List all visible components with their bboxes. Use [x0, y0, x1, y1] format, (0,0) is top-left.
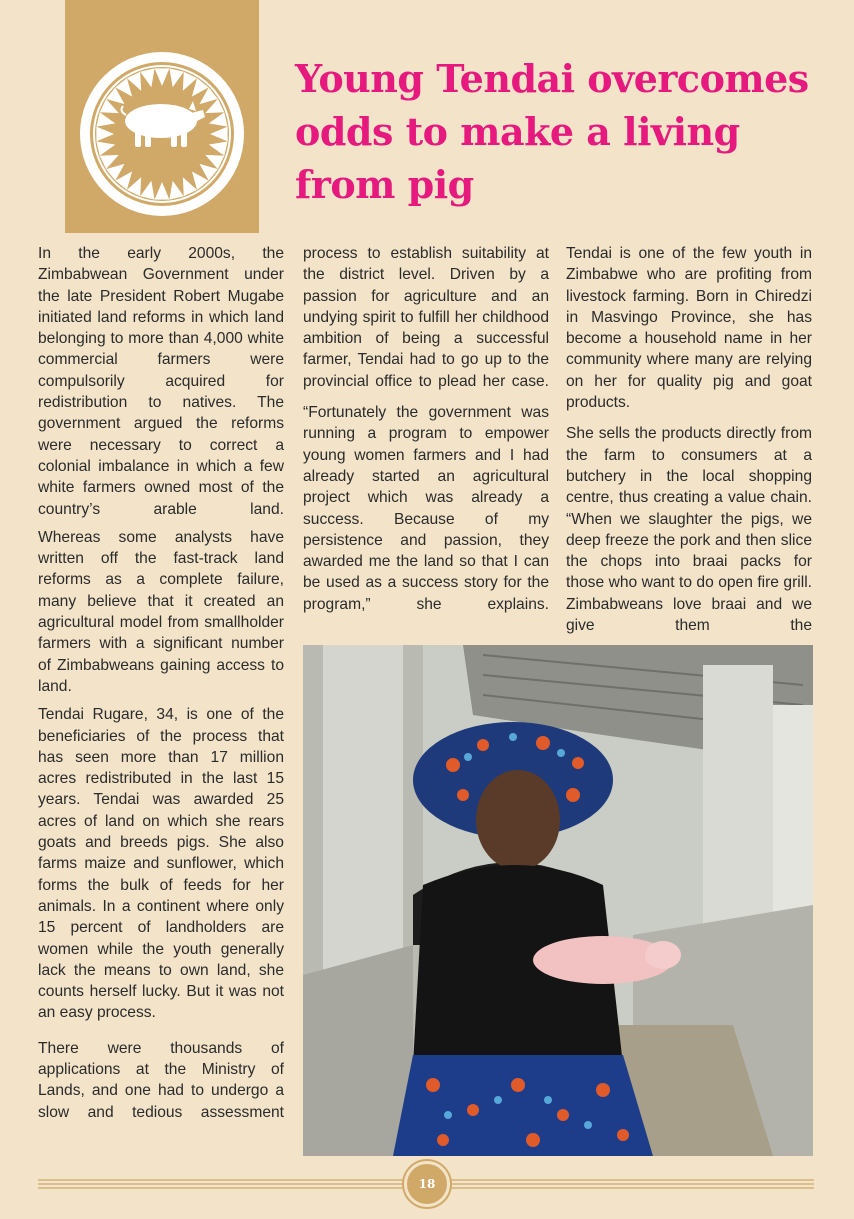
article-title: Young Tendai overcomes odds to make a living from pig — [295, 56, 809, 207]
pig-emblem — [79, 51, 245, 217]
paragraph: Tendai Rugare, 34, is one of the beneficiaries of the process that has seen more than 17 million acres redistributed in the last 15 years. Tendai was awarded 25 acres of land on which she rears goats and breeds pigs. She also farms maize and sunflower, which forms the bulk of feeds for her animals. In a continent where only 15 percent of landholders are women while the youth generally lack the means to own land, she counts herself lucky. But it was not an easy process. — [38, 706, 284, 1022]
photo-woman-holding-piglet — [303, 645, 813, 1156]
page-number: 18 — [404, 1161, 450, 1207]
text-column-3 — [566, 243, 812, 643]
paragraph: “Fortunately the government was running a program to empower young women farmers and I had already started an agricultural project which was already a success. Because of my persistence and passion, they awarded me the land so that I can be used as a success story for the program,” she explains. — [303, 404, 549, 613]
paragraph: Whereas some analysts have written off the fast-track land reforms as a complete failure, many believe that it created an agricultural model from smallholder farmers with a significant number of Zimbabweans gaining access to land. — [38, 528, 284, 695]
text-column-2 — [303, 243, 549, 622]
text-column-1 — [38, 243, 284, 1130]
emblem-block — [65, 0, 259, 233]
paragraph: Tendai is one of the few youth in Zimbabwe who are profiting from livestock farming. Born in Chiredzi in Masvingo Province, she has become a household name in her community where many are relying on her for quality pig and goat products. — [566, 245, 812, 412]
paragraph: In the early 2000s, the Zimbabwean Government under the late President Robert Mugabe initiated land reforms in which land belonging to more than 4,000 white commercial farmers were compulsorily acquired for redistribution to natives. The government argued the reforms were necessary to correct a colonial imbalance in which a few white farmers owned most of the country’s arable land. — [38, 245, 284, 518]
paragraph: There were thousands of applications at the Ministry of Lands, and one had to undergo a slow and tedious assessment — [38, 1039, 284, 1121]
paragraph: She sells the products directly from the farm to consumers at a butchery in the local shopping centre, thus creating a value chain. “When we slaughter the pigs, we deep freeze the pork and then slice the chops into braai packs for those who want to do open fire grill. Zimbabweans love braai and we give them the — [566, 425, 812, 635]
paragraph: process to establish suitability at the district level. Driven by a passion for agriculture and an undying spirit to fulfill her childhood ambition of being a successful farmer, Tendai had to go up to the provincial office to plead her case. — [303, 245, 549, 390]
